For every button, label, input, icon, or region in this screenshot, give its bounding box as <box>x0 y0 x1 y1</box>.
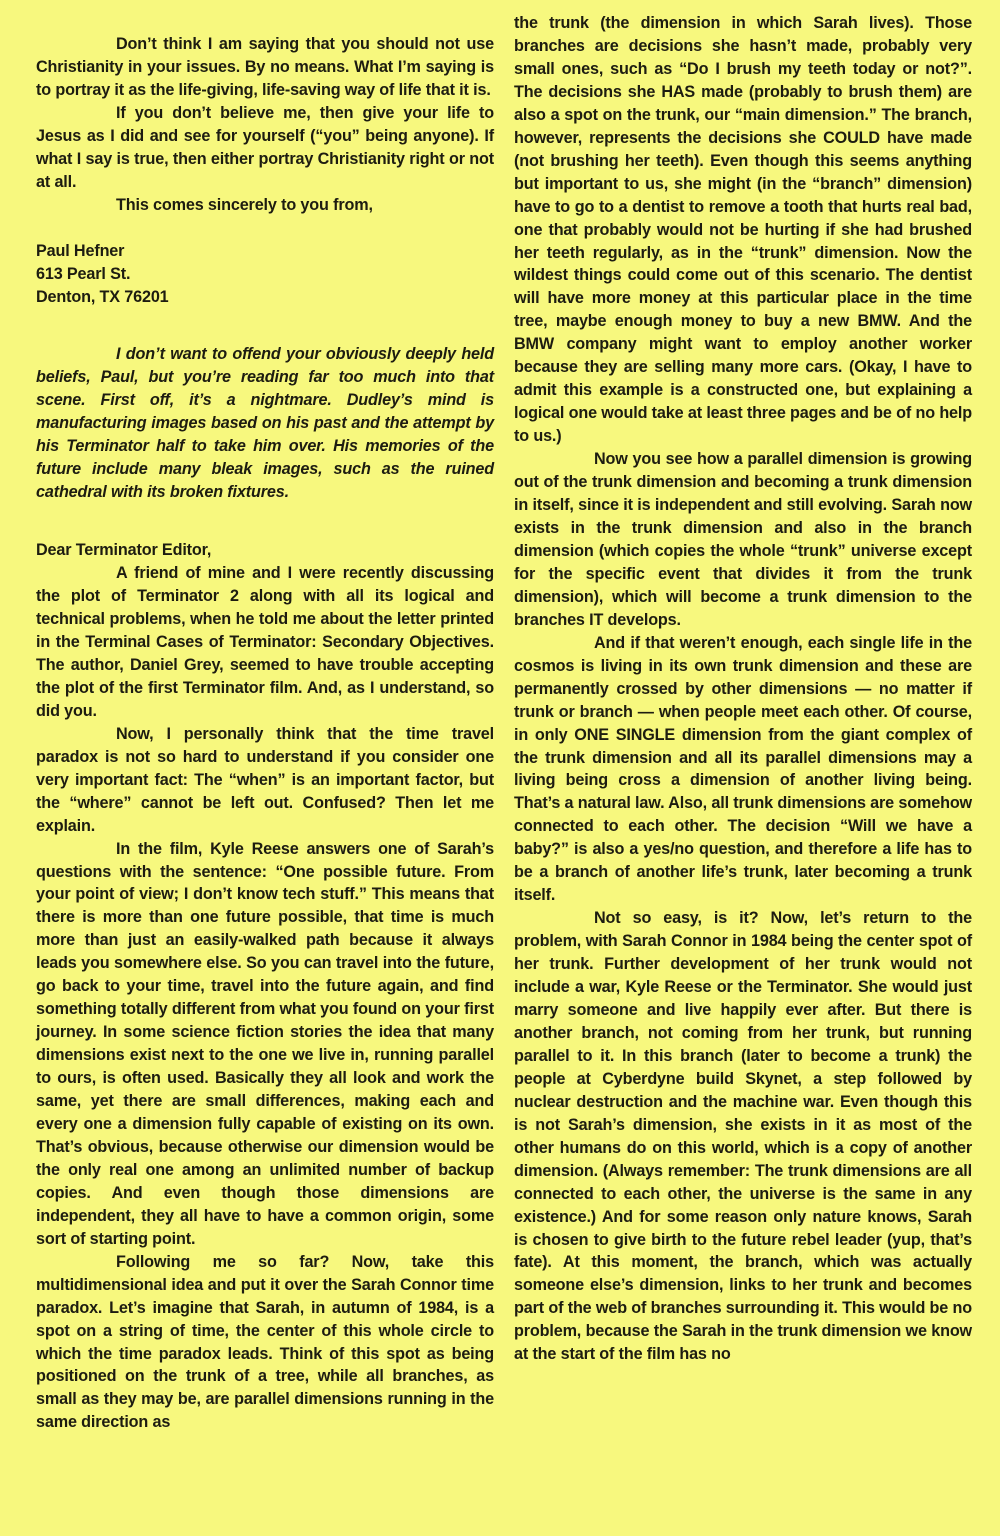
letter2-paragraph-3: In the film, Kyle Reese answers one of Sarah’s questions with the sentence: “One possible future. From your point of view; I don’t know tech stuff.” This means that there is more than one future possible, that time is much more than just an easily-walked path because it always leads you somewhere else. So you can travel into the future, go back to your time, travel into the future again, and find something totally different from what you found on your first journey. In some science fiction stories the idea that many dimensions exist next to the one we live in, running parallel to ours, is often used. Basically they all look and work the same, yet there are small differences, making each and every one a dimension fully capable of existing on its own. That’s obvious, because otherwise our dimension would be the only real one among an unlimited number of backup copies. And even though those dimensions are independent, they all have to have a common origin, some sort of starting point. <box>36 839 494 1248</box>
letter1-closing: This comes sincerely to you from, <box>116 195 373 214</box>
signature-name: Paul Hefner <box>36 241 125 260</box>
continuation-paragraph: the trunk (the dimension in which Sarah lives). Those branches are decisions she hasn’t made, probably very small ones, such as “Do I brush my teeth today or not?”. The decisions she HAS made (probably to brush them) are also a spot on the trunk, our “main dimension.” The branch, however, represents the decisions she COULD have made (not brushing her teeth). Even though this seems anything but important to us, she might (in the “branch” dimension) have to go to a dentist to remove a tooth that hurts real bad, one that probably would not be hurting if she had brushed her teeth regularly, as in the “trunk” dimension. Now the wildest things could come out of this scenario. The dentist will have more money at this particular place in the time tree, maybe enough money to buy a new BMW. And the BMW company might want to employ another worker because they are selling many more cars. (Okay, I have to admit this example is a constructed one, but explaining a logical one would take at least three pages and be of no help to us.) <box>514 14 972 446</box>
letter2-paragraph-1: A friend of mine and I were recently discussing the plot of Terminator 2 along with all its logical and technical problems, when he told me about the letter printed in the Terminal Cases of Terminator: Secondary Objectives. The author, Daniel Grey, seemed to have trouble accepting the plot of the first Terminator film. And, as I understand, so did you. <box>36 564 494 720</box>
right-paragraph-1: Now you see how a parallel dimension is growing out of the trunk dimension and becoming a trunk dimension in itself, since it is independent and still evolving. Sarah now exists in the trunk dimension and also in the branch dimension (which copies the whole “trunk” universe except for the specific event that divides it from the trunk dimension), which will become a trunk dimension to the branches IT develops. <box>514 450 972 629</box>
letter2-paragraph-4: Following me so far? Now, take this multidimensional idea and put it over the Sarah Connor time paradox. Let’s imagine that Sarah, in autumn of 1984, is a spot on a string of time, the center of this whole circle to which the time paradox leads. Think of this spot as being positioned on the trunk of a tree, while all branches, as small as they may be, are parallel dimensions running in the same direction as <box>36 1252 494 1432</box>
letter2-paragraph-2: Now, I personally think that the time travel paradox is not so hard to understand if you consider one very important fact: The “when” is an important factor, but the “where” cannot be left out. Confused? Then let me explain. <box>36 724 494 835</box>
signature-block <box>36 240 494 309</box>
signature-street: 613 Pearl St. <box>36 264 131 283</box>
right-paragraph-3: Not so easy, is it? Now, let’s return to the problem, with Sarah Connor in 1984 being the center spot of her trunk. Further development of her trunk would not include a war, Kyle Reese or the Terminator. She would just marry someone and live happily ever after. But there is another branch, not coming from her trunk, but running parallel to it. In this branch (later to become a trunk) the people at Cyberdyne build Skynet, a step followed by nuclear destruction and the machine war. Even though this is not Sarah’s dimension, she exists in it as most of the other humans do on this world, which is a copy of another dimension. (Always remember: The trunk dimensions are all connected to each other, the universe is the same in any existence.) And for some reason only nature knows, Sarah is chosen to give birth to the future rebel leader (yup, that’s fate). At this moment, the branch, which was actually someone else’s dimension, links to her trunk and becomes part of the web of branches surrounding it. This would be no problem, because the Sarah in the trunk dimension we know at the start of the film has no <box>514 909 972 1364</box>
letter1-paragraph-2: If you don’t believe me, then give your life to Jesus as I did and see for yourself (“you” being anyone). If what I say is true, then either portray Christianity right or not at all. <box>36 103 494 191</box>
left-column <box>36 33 494 1434</box>
editor-reply: I don’t want to offend your obviously deeply held beliefs, Paul, but you’re reading far too much into that scene. First off, it’s a nightmare. Dudley’s mind is manufacturing images based on his past and the attempt by his Terminator half to take him over. His memories of the future include many bleak images, such as the ruined cathedral with its broken fixtures. <box>36 345 494 502</box>
salutation: Dear Terminator Editor, <box>36 541 212 560</box>
signature-city: Denton, TX 76201 <box>36 287 169 306</box>
letter1-paragraph-1: Don’t think I am saying that you should not use Christianity in your issues. By no means. What I’m saying is to portray it as the life-giving, life-saving way of life that it is. <box>36 35 494 99</box>
right-paragraph-2: And if that weren’t enough, each single life in the cosmos is living in its own trunk dimension and these are permanently crossed by other dimensions — no matter if trunk or branch — when people meet each other. Of course, in only ONE SINGLE dimension from the giant complex of the trunk dimension and all its parallel dimensions may a living being cross a dimension of another living being. That’s a natural law. Also, all trunk dimensions are somehow connected to each other. The decision “Will we have a baby?” is also a yes/no question, and therefore a life has to be a branch of another life’s trunk, later becoming a trunk itself. <box>514 633 972 905</box>
right-column <box>514 12 972 1366</box>
